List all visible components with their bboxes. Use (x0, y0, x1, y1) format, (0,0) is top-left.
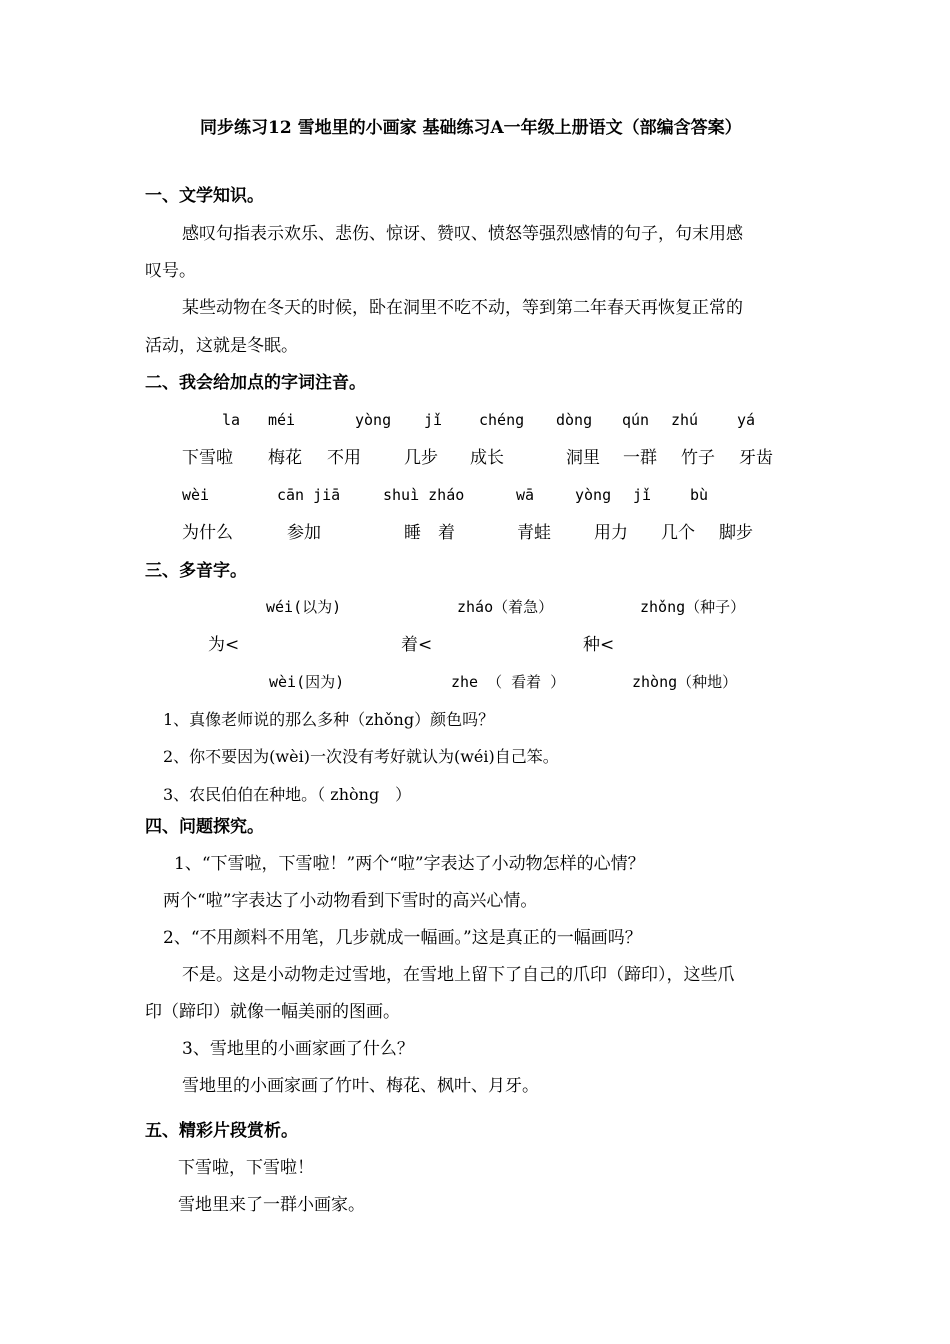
s3-question-1: 1、真像老师说的那么多种（zhǒng）颜色吗？ (163, 710, 495, 729)
word: 为什么 (182, 523, 233, 543)
pinyin: chéng (479, 411, 525, 429)
pinyin: dòng (556, 411, 593, 429)
s5-line-1: 下雪啦，下雪啦！ (178, 1158, 314, 1178)
pinyin: jǐ (633, 486, 652, 504)
pinyin: cān jiā (277, 486, 341, 504)
pinyin: wèi (182, 486, 210, 504)
s3-question-3: 3、农民伯伯在种地。（ zhòng ） (163, 785, 412, 804)
pinyin: méi (268, 411, 296, 429)
polyphone-reading: zhǒng（种子） (640, 598, 746, 616)
pinyin: yòng (355, 411, 392, 429)
s5-line-2: 雪地里来了一群小画家。 (178, 1195, 365, 1215)
section-5-heading: 五、精彩片段赏析。 (145, 1121, 298, 1141)
polyphone-char: 着< (401, 635, 433, 655)
pinyin: la (222, 411, 241, 429)
word: 一群 (623, 448, 657, 468)
pinyin: yòng (575, 486, 612, 504)
word: 用力 (594, 523, 628, 543)
polyphone-reading: wèi(因为) (269, 673, 345, 691)
s1-paragraph-2-line-1: 某些动物在冬天的时候，卧在洞里不吃不动，等到第二年春天再恢复正常的 (182, 298, 743, 318)
polyphone-reading: zhòng（种地） (632, 673, 738, 691)
word: 睡 着 (404, 523, 455, 543)
page-title: 同步练习12 雪地里的小画家 基础练习A一年级上册语文（部编含答案） (200, 118, 742, 138)
polyphone-reading: zhe （ 看着 ） (451, 673, 566, 691)
pinyin: qún (622, 411, 650, 429)
word: 竹子 (681, 448, 715, 468)
section-1-heading: 一、文学知识。 (145, 186, 264, 206)
polyphone-reading: wéi(以为) (266, 598, 342, 616)
polyphone-reading: zháo（着急） (457, 598, 554, 616)
word: 洞里 (566, 448, 600, 468)
word: 脚步 (719, 523, 753, 543)
pinyin: shuì zháo (383, 486, 465, 504)
word: 梅花 (268, 448, 302, 468)
s4-question-3: 3、雪地里的小画家画了什么？ (182, 1039, 414, 1059)
pinyin: jǐ (424, 411, 443, 429)
pinyin: bù (690, 486, 709, 504)
section-2-heading: 二、我会给加点的字词注音。 (145, 373, 366, 393)
word: 牙齿 (739, 448, 773, 468)
pinyin: zhú (671, 411, 699, 429)
s4-answer-1: 两个“啦”字表达了小动物看到下雪时的高兴心情。 (163, 891, 538, 911)
s4-answer-2-line-1: 不是。这是小动物走过雪地，在雪地上留下了自己的爪印（蹄印），这些爪 (182, 965, 735, 985)
word: 几个 (661, 523, 695, 543)
s4-question-2: 2、“不用颜料不用笔，几步就成一幅画。”这是真正的一幅画吗？ (163, 928, 642, 948)
word: 几步 (404, 448, 438, 468)
s1-paragraph-1-line-1: 感叹句指表示欢乐、悲伤、惊讶、赞叹、愤怒等强烈感情的句子，句末用感 (182, 224, 743, 244)
polyphone-char: 种< (583, 635, 615, 655)
word: 青蛙 (517, 523, 551, 543)
s3-question-2: 2、你不要因为(wèi)一次没有考好就认为(wéi)自己笨。 (163, 747, 559, 766)
s1-paragraph-1-line-2: 叹号。 (145, 261, 196, 281)
pinyin: yá (737, 411, 756, 429)
s4-question-1: 1、“下雪啦，下雪啦！”两个“啦”字表达了小动物怎样的心情？ (174, 854, 645, 874)
s1-paragraph-2-line-2: 活动，这就是冬眠。 (145, 336, 298, 356)
word: 不用 (327, 448, 361, 468)
word: 下雪啦 (182, 448, 233, 468)
section-4-heading: 四、问题探究。 (145, 817, 264, 837)
word: 成长 (470, 448, 504, 468)
s4-answer-2-line-2: 印（蹄印）就像一幅美丽的图画。 (145, 1002, 400, 1022)
s4-answer-3: 雪地里的小画家画了竹叶、梅花、枫叶、月牙。 (182, 1076, 539, 1096)
pinyin: wā (516, 486, 535, 504)
word: 参加 (287, 523, 321, 543)
polyphone-char: 为< (208, 635, 240, 655)
section-3-heading: 三、多音字。 (145, 561, 247, 581)
